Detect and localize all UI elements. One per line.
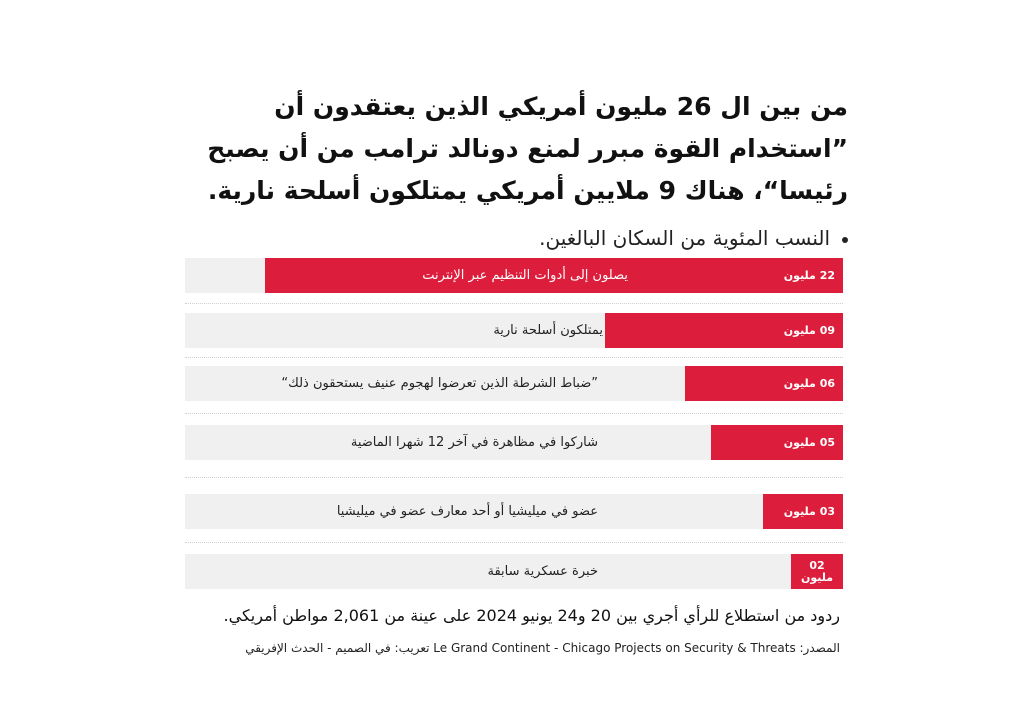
row-separator (185, 542, 843, 543)
category-label: ”ضباط الشرطة الذين تعرضوا لهجوم عنيف يستحقون ذلك“ (281, 376, 598, 391)
value-label: 02 مليون (800, 558, 834, 584)
value-label: 05 مليون (783, 435, 835, 449)
survey-note: ردود من استطلاع للرأي أجري بين 20 و24 يونيو 2024 على عينة من 2,061 مواطن أمريكي. (223, 606, 840, 625)
category-label: يمتلكون أسلحة نارية (493, 323, 603, 338)
subtitle-text: النسب المئوية من السكان البالغين. (539, 226, 830, 250)
value-label: 06 مليون (783, 376, 835, 390)
chart-title: من بين ال 26 مليون أمريكي الذين يعتقدون أن ”استخدام القوة مبرر لمنع دونالد ترامب من أن يصبح رئيسا“، هناك 9 ملايين أمريكي يمتلكون أسلحة نارية. (207, 92, 848, 205)
row-separator (185, 413, 843, 414)
chart-subtitle (539, 224, 848, 252)
bar-row (185, 313, 843, 348)
category-label: يصلون إلى أدوات التنظيم عبر الإنترنت (422, 268, 628, 283)
row-separator (185, 477, 843, 478)
bullet-icon (842, 237, 848, 243)
row-separator (185, 303, 843, 304)
value-label: 03 مليون (783, 504, 835, 518)
row-separator (185, 357, 843, 358)
source-credit: المصدر: Le Grand Continent - Chicago Projects on Security & Threats تعريب: في الصميم - الحدث الإفريقي (245, 641, 840, 655)
category-label: شاركوا في مظاهرة في آخر 12 شهرا الماضية (350, 435, 598, 450)
bar-row (185, 366, 843, 401)
category-label: عضو في ميليشيا أو أحد معارف عضو في ميليشيا (336, 504, 598, 519)
bar-row (185, 258, 843, 293)
value-label: 22 مليون (783, 268, 835, 282)
category-label: خبرة عسكرية سابقة (487, 564, 598, 579)
value-label: 09 مليون (783, 323, 835, 337)
bar-row (185, 425, 843, 460)
bar-row (185, 554, 843, 589)
bar-row (185, 494, 843, 529)
